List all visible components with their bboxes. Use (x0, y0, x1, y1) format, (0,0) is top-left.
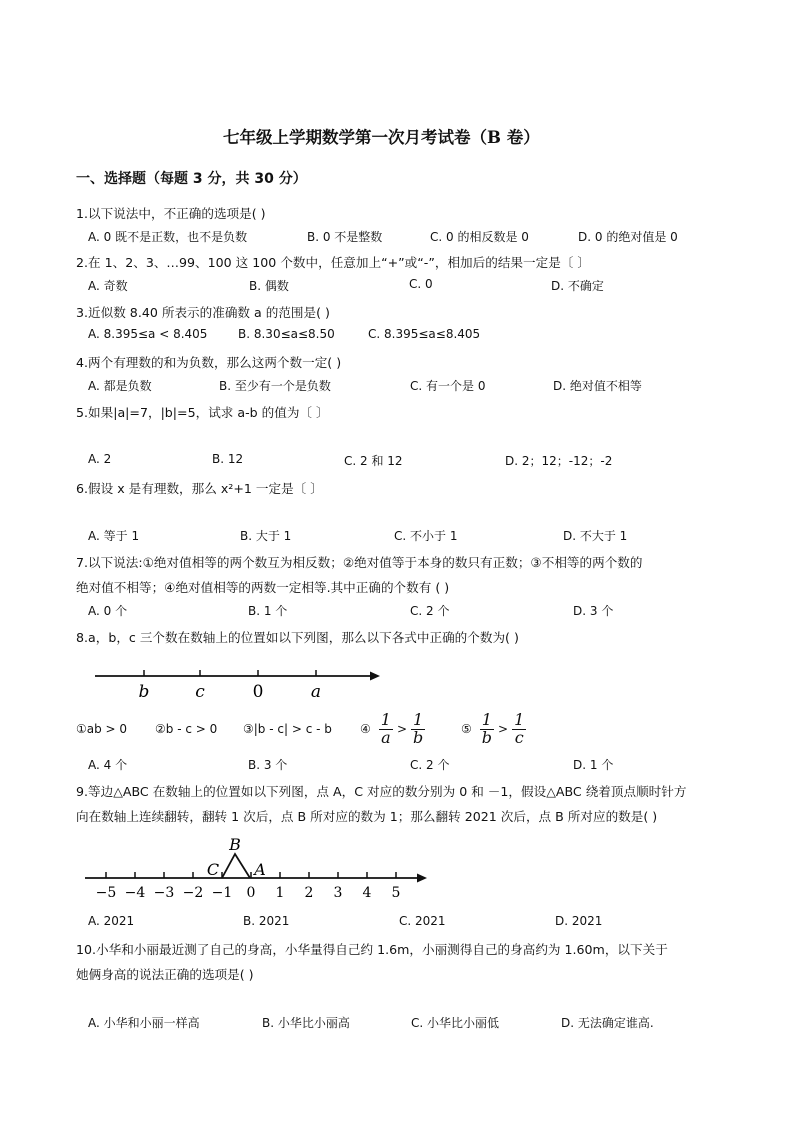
question-5-option-b: B. 12 (212, 452, 244, 466)
question-2-option-a: A. 奇数 (88, 279, 128, 293)
question-6-option-d: D. 不大于 1 (563, 529, 628, 543)
question-8-option-b: B. 3 个 (248, 758, 288, 772)
tick-label: −3 (153, 885, 175, 901)
question-1-option-b: B. 0 不是整数 (307, 230, 383, 244)
question-7-stem: 7.以下说法:①绝对值相等的两个数互为相反数；②绝对值等于本身的数只有正数；③不相等的两个数的 (76, 555, 643, 570)
fraction-1-over-b: $\frac{1}{b}$ (413, 710, 424, 747)
question-4-stem: 4.两个有理数的和为负数，那么这两个数一定( ) (76, 355, 342, 370)
question-7-stem-cont: 绝对值不相等；④绝对值相等的两数一定相等.其中正确的个数有 ( ) (76, 580, 450, 595)
statement-4-marker: ④ (360, 722, 371, 737)
tick-label: −5 (95, 885, 117, 901)
question-9-option-a: A. 2021 (88, 914, 135, 928)
question-10-stem: 10.小华和小丽最近测了自己的身高，小华量得自己约 1.6m，小丽测得自己的身高约为 1.60m，以下关于 (76, 942, 668, 957)
question-7-option-a: A. 0 个 (88, 604, 128, 618)
tick-label: 4 (362, 885, 372, 901)
question-1-option-c: C. 0 的相反数是 0 (430, 230, 529, 244)
question-3-option-b: B. 8.30≤a≤8.50 (238, 327, 335, 341)
tick-label: 0 (246, 885, 256, 901)
question-2-option-d: D. 不确定 (551, 279, 604, 293)
tick-label: −4 (124, 885, 146, 901)
fraction-1-over-a: $\frac{1}{a}$ (380, 710, 391, 747)
tick-label: 5 (391, 885, 401, 901)
question-1-option-d: D. 0 的绝对值是 0 (578, 230, 678, 244)
section-heading: 一、选择题（每题 3 分，共 30 分） (76, 171, 307, 187)
question-9-stem-cont: 向在数轴上连续翻转，翻转 1 次后，点 B 所对应的数为 1；那么翻转 2021 次后，点 B 所对应的数是( ) (76, 809, 658, 824)
question-10-option-d: D. 无法确定谁高. (561, 1016, 654, 1030)
question-7-option-d: D. 3 个 (573, 604, 614, 618)
fraction-1-over-b-2: $\frac{1}{b}$ (481, 710, 493, 747)
statement-4: ④ $\frac{1}{a}$ > $\frac{1}{b}$ (360, 710, 424, 747)
tick-label: −1 (211, 885, 233, 901)
question-3-option-a: A. 8.395≤a < 8.405 (88, 327, 208, 341)
label-b: B (229, 835, 241, 854)
question-1-option-a: A. 0 既不是正数，也不是负数 (88, 230, 248, 244)
tick-label: 1 (275, 885, 285, 901)
statement-1: ①ab > 0 (76, 722, 128, 736)
page-title: 七年级上学期数学第一次月考试卷（B 卷） (223, 128, 540, 147)
question-8-option-d: D. 1 个 (573, 758, 614, 772)
question-2-option-c: C. 0 (409, 277, 433, 291)
question-8-stem: 8.a，b，c 三个数在数轴上的位置如以下列图，那么以下各式中正确的个数为( ) (76, 630, 519, 645)
question-5-option-a: A. 2 (88, 452, 112, 466)
question-10-option-b: B. 小华比小丽高 (262, 1016, 350, 1030)
tick-label: −2 (182, 885, 204, 901)
question-6-option-a: A. 等于 1 (88, 529, 140, 543)
statement-5-marker: ⑤ (461, 722, 472, 737)
question-8-option-a: A. 4 个 (88, 758, 128, 772)
label-b: b (138, 682, 150, 702)
question-8-option-c: C. 2 个 (410, 758, 450, 772)
question-6-option-c: C. 不小于 1 (394, 529, 458, 543)
question-9-option-d: D. 2021 (555, 914, 603, 928)
question-9-stem: 9.等边△ABC 在数轴上的位置如以下列图，点 A，C 对应的数分别为 0 和 －1，假设△ABC 绕着顶点顺时针方 (76, 784, 687, 799)
question-4-option-d: D. 绝对值不相等 (553, 379, 642, 393)
question-10-stem-cont: 她俩身高的说法正确的选项是( ) (76, 967, 254, 982)
question-7-option-c: C. 2 个 (410, 604, 450, 618)
statement-3: ③|b - c| > c - b (243, 722, 332, 736)
question-7-option-b: B. 1 个 (248, 604, 288, 618)
tick-label: 2 (304, 885, 314, 901)
label-a: A (254, 860, 266, 879)
label-c: c (195, 682, 205, 702)
axis-arrow (370, 672, 380, 681)
question-10-option-a: A. 小华和小丽一样高 (88, 1016, 200, 1030)
question-2-option-b: B. 偶数 (249, 279, 289, 293)
question-4-option-c: C. 有一个是 0 (410, 379, 486, 393)
question-5-stem: 5.如果|a|=7，|b|=5，试求 a-b 的值为〔 〕 (76, 405, 329, 420)
question-3-option-c: C. 8.395≤a≤8.405 (368, 327, 481, 341)
statement-5: ⑤ $\frac{1}{b}$ > $\frac{1}{c}$ (461, 710, 525, 747)
question-9-option-b: B. 2021 (243, 914, 290, 928)
question-2-stem: 2.在 1、2、3、…99、100 这 100 个数中，任意加上“+”或“-”，相加后的结果一定是〔 〕 (76, 255, 590, 270)
question-4-option-b: B. 至少有一个是负数 (219, 379, 331, 393)
label-c: C (206, 860, 220, 879)
question-9-option-c: C. 2021 (399, 914, 446, 928)
question-9-number-line (80, 834, 435, 904)
axis-arrow (417, 874, 427, 883)
statement-2: ②b - c > 0 (155, 722, 218, 736)
question-3-stem: 3.近似数 8.40 所表示的准确数 a 的范围是( ) (76, 305, 330, 320)
triangle-abc (222, 854, 250, 878)
question-8-number-line (90, 660, 390, 705)
label-0: 0 (252, 682, 264, 702)
fraction-1-over-c: $\frac{1}{c}$ (514, 710, 525, 747)
question-1-stem: 1.以下说法中，不正确的选项是( ) (76, 206, 266, 221)
label-a: a (310, 682, 322, 702)
question-6-option-b: B. 大于 1 (240, 529, 292, 543)
question-5-option-d: D. 2；12；-12；-2 (505, 454, 613, 468)
tick-label: 3 (333, 885, 343, 901)
question-4-option-a: A. 都是负数 (88, 379, 152, 393)
question-6-stem: 6.假设 x 是有理数，那么 x²+1 一定是〔 〕 (76, 481, 323, 496)
question-10-option-c: C. 小华比小丽低 (411, 1016, 500, 1030)
question-5-option-c: C. 2 和 12 (344, 454, 403, 468)
